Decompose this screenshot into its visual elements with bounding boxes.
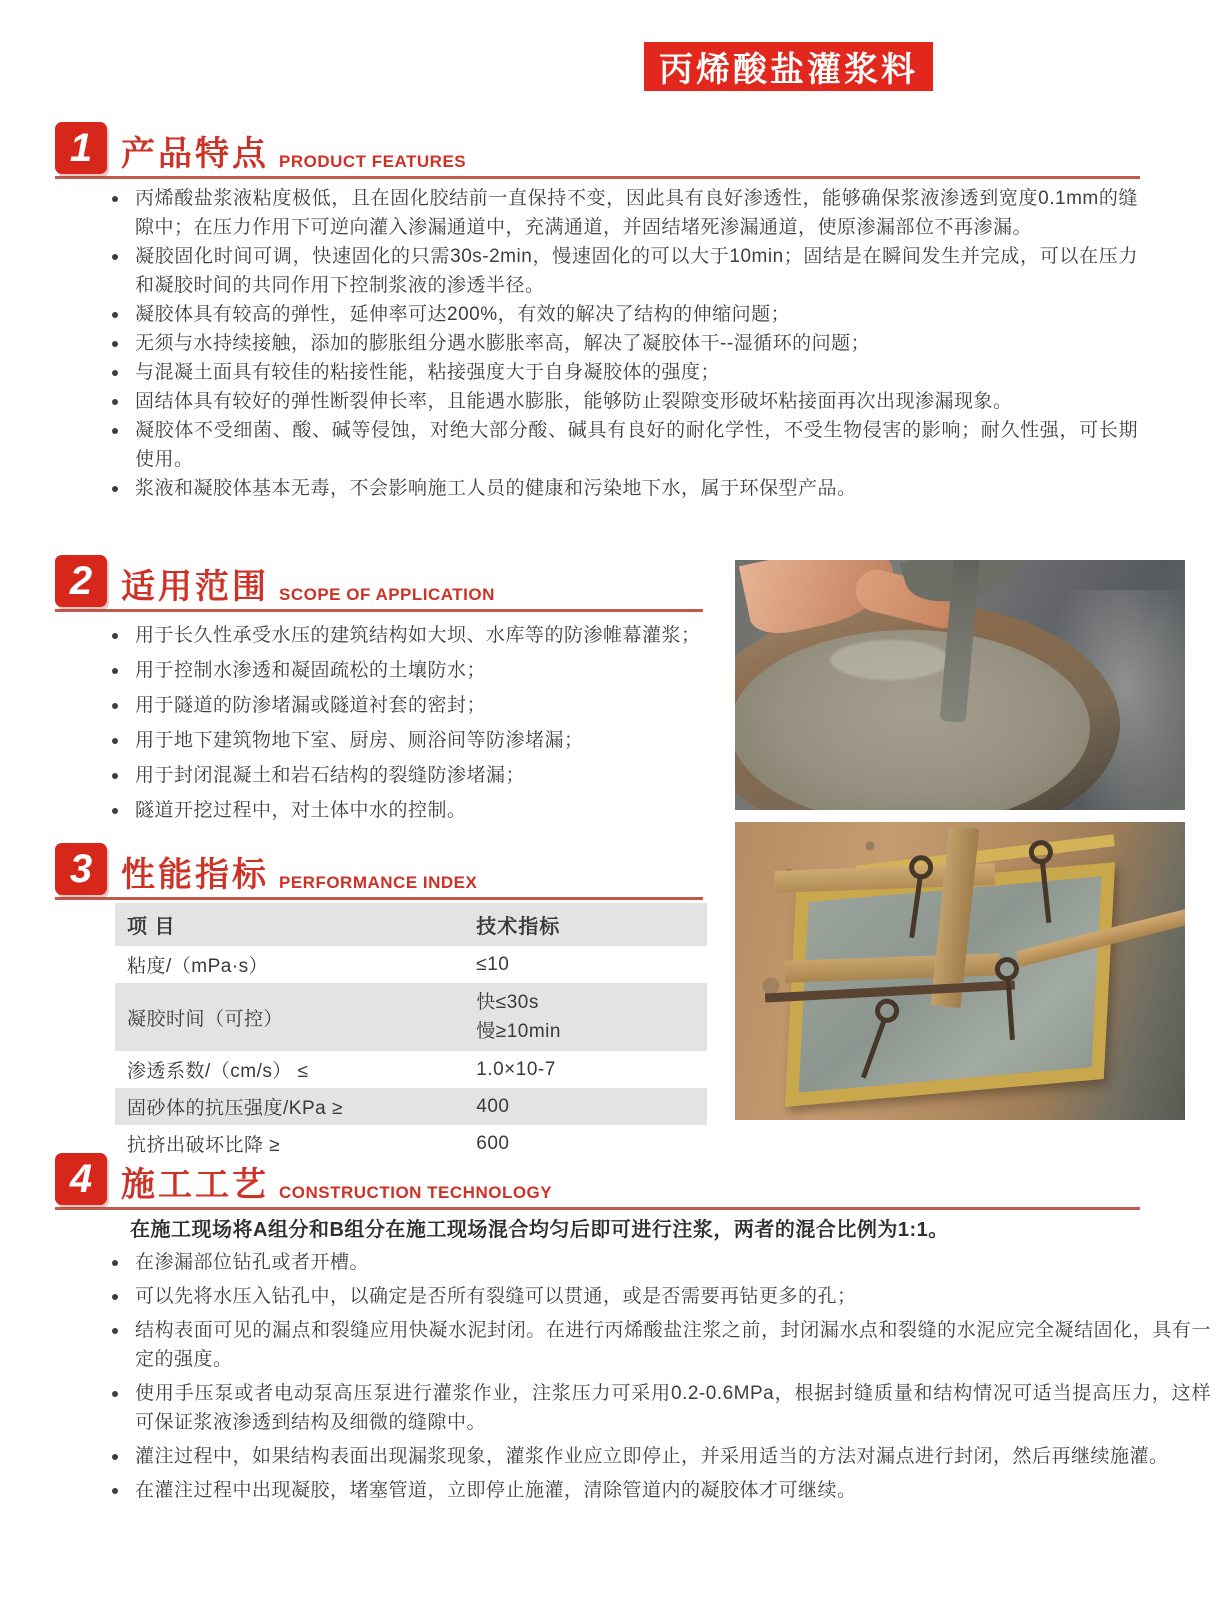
table-cell-item: 抗挤出破坏比降 ≥ — [127, 1135, 281, 1156]
table-row — [115, 983, 707, 1051]
table-row — [115, 946, 707, 983]
section3-title: 性能指标 — [121, 856, 269, 894]
list-item: 无须与水持续接触，添加的膨胀组分遇水膨胀率高，解决了凝胶体干--湿循环的问题； — [103, 329, 1138, 358]
column-header-item: 项 目 — [115, 903, 464, 946]
construction-intro: 在施工现场将A组分和B组分在施工现场混合均匀后即可进行注浆，两者的混合比例为1:1。 — [130, 1219, 949, 1241]
section1-subtitle: PRODUCT FEATURES — [279, 152, 467, 171]
section1-header — [55, 122, 1140, 179]
formwork-pour-photo — [735, 822, 1185, 1120]
list-item: 结构表面可见的漏点和裂缝应用快凝水泥封闭。在进行丙烯酸盐注浆之前，封闭漏水点和裂缝的水泥应完全凝结固化，具有一定的强度。 — [103, 1316, 1211, 1374]
scope-of-application-list — [103, 621, 733, 831]
list-item: 凝胶体不受细菌、酸、碱等侵蚀，对绝大部分酸、碱具有良好的耐化学性，不受生物侵害的影响；耐久性强，可长期使用。 — [103, 416, 1138, 474]
table-cell-value — [464, 983, 707, 1051]
anchor-stem — [909, 876, 923, 938]
list-item: 凝胶固化时间可调，快速固化的只需30s-2min，慢速固化的可以大于10min；固结是在瞬间发生并完成，可以在压力和凝胶时间的共同作用下控制浆液的渗透半径。 — [103, 242, 1138, 300]
value-line: 慢≥10min — [476, 1021, 561, 1042]
section1-title: 产品特点 — [121, 135, 269, 173]
section2-header — [55, 555, 703, 612]
table-cell-item: 粘度/（mPa·s） — [127, 956, 269, 977]
list-item: 在灌注过程中出现凝胶，堵塞管道，立即停止施灌，清除管道内的凝胶体才可继续。 — [103, 1476, 1211, 1505]
section4-header — [55, 1153, 1140, 1210]
product-title-banner — [644, 42, 933, 91]
section1-number-badge: 1 — [55, 122, 107, 174]
table-row — [115, 1051, 707, 1088]
product-title: 丙烯酸盐灌浆料 — [659, 51, 918, 89]
slurry-highlight — [830, 640, 950, 680]
list-item: 固结体具有较好的弹性断裂伸长率，且能遇水膨胀，能够防止裂隙变形破坏粘接面再次出现渗漏现象。 — [103, 387, 1138, 416]
list-item: 浆液和凝胶体基本无毒，不会影响施工人员的健康和污染地下水，属于环保型产品。 — [103, 474, 1138, 503]
section4-number-badge: 4 — [55, 1153, 107, 1205]
list-item: 用于长久性承受水压的建筑结构如大坝、水库等的防渗帷幕灌浆； — [103, 621, 733, 650]
anchor-stem — [1006, 978, 1015, 1040]
table-row — [115, 1088, 707, 1125]
table-cell-value: 400 — [476, 1095, 510, 1117]
section2-subtitle: SCOPE OF APPLICATION — [279, 585, 495, 604]
section4-subtitle: CONSTRUCTION TECHNOLOGY — [279, 1183, 553, 1202]
construction-steps-list — [103, 1248, 1211, 1510]
section3-header — [55, 843, 703, 900]
table-cell-value: 1.0×10-7 — [476, 1058, 556, 1080]
section4-title: 施工工艺 — [121, 1166, 269, 1204]
list-item: 隧道开挖过程中，对土体中水的控制。 — [103, 796, 733, 825]
grout-mixing-photo — [735, 560, 1185, 810]
value-line: 快≤30s — [476, 992, 539, 1013]
list-item: 在渗漏部位钻孔或者开槽。 — [103, 1248, 1211, 1277]
section3-number-badge: 3 — [55, 843, 107, 895]
table-cell-value: ≤10 — [476, 953, 510, 975]
table-cell-item: 渗透系数/（cm/s） ≤ — [127, 1061, 309, 1082]
table-cell-item: 凝胶时间（可控） — [127, 1008, 284, 1030]
anchor-stem — [1040, 861, 1051, 923]
table-cell-value: 600 — [476, 1132, 510, 1154]
table-cell-item: 固砂体的抗压强度/KPa ≥ — [127, 1098, 343, 1119]
section2-title: 适用范围 — [121, 568, 269, 606]
product-features-list — [103, 184, 1138, 503]
list-item: 丙烯酸盐浆液粘度极低，且在固化胶结前一直保持不变，因此具有良好渗透性，能够确保浆液渗透到宽度0.1mm的缝隙中；在压力作用下可逆向灌入渗漏通道中，充满通道，并固结堵死渗漏通道，使原渗漏部位不再渗漏。 — [103, 184, 1138, 242]
list-item: 使用手压泵或者电动泵高压泵进行灌浆作业，注浆压力可采用0.2-0.6MPa，根据封缝质量和结构情况可适当提高压力，这样可保证浆液渗透到结构及细微的缝隙中。 — [103, 1379, 1211, 1437]
list-item: 用于地下建筑物地下室、厨房、厕浴间等防渗堵漏； — [103, 726, 733, 755]
column-header-spec: 技术指标 — [464, 903, 707, 946]
list-item: 凝胶体具有较高的弹性，延伸率可达200%，有效的解决了结构的伸缩问题； — [103, 300, 1138, 329]
list-item: 灌注过程中，如果结构表面出现漏浆现象，灌浆作业应立即停止，并采用适当的方法对漏点进行封闭，然后再继续施灌。 — [103, 1442, 1211, 1471]
section2-number-badge: 2 — [55, 555, 107, 607]
list-item: 用于隧道的防渗堵漏或隧道衬套的密封； — [103, 691, 733, 720]
list-item: 可以先将水压入钻孔中，以确定是否所有裂缝可以贯通，或是否需要再钻更多的孔； — [103, 1282, 1211, 1311]
list-item: 与混凝土面具有较佳的粘接性能，粘接强度大于自身凝胶体的强度； — [103, 358, 1138, 387]
list-item: 用于控制水渗透和凝固疏松的土壤防水； — [103, 656, 733, 685]
list-item: 用于封闭混凝土和岩石结构的裂缝防渗堵漏； — [103, 761, 733, 790]
section3-subtitle: PERFORMANCE INDEX — [279, 873, 478, 892]
table-header-row — [115, 903, 707, 946]
performance-index-table — [115, 903, 707, 1162]
